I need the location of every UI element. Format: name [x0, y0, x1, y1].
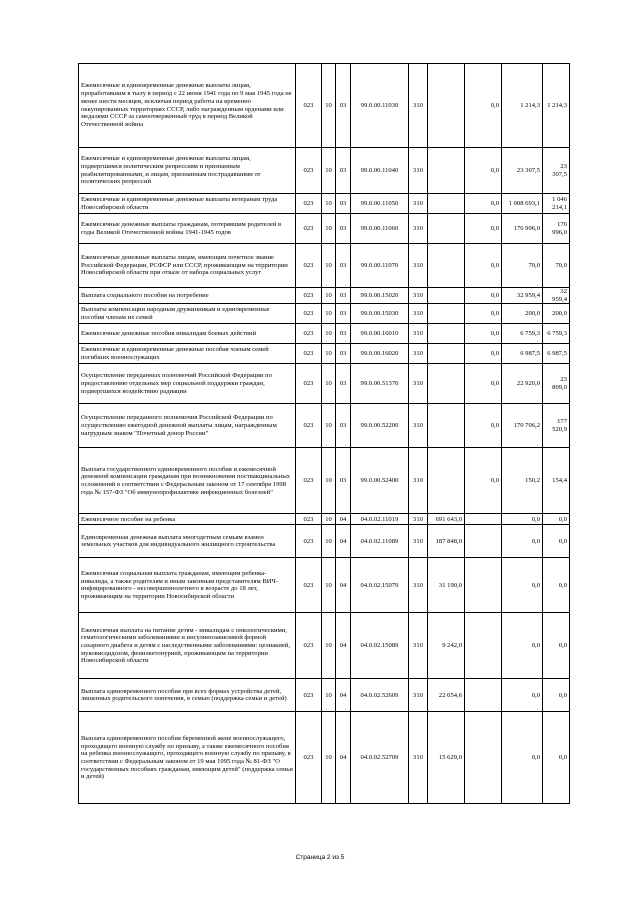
row-expense-type-cell: 310 — [409, 344, 428, 364]
table-row — [79, 712, 570, 804]
row-amount-4-cell: 6 987,5 — [543, 344, 570, 364]
row-name-cell: Ежемесячные денежные выплаты лицам, имеющим почетное звание Российской Федерации, РСФСР или СССР, проживающим на территории Новосибирской области при отказе от набора социальных услуг — [79, 244, 296, 288]
row-subsection-cell: 04 — [336, 514, 351, 525]
row-subsection-cell: 03 — [336, 64, 351, 148]
row-amount-2-cell — [465, 712, 502, 804]
row-amount-1-cell: 187 848,0 — [428, 525, 465, 558]
row-amount-4-cell: 0,0 — [543, 558, 570, 613]
row-amount-4-cell: 0,0 — [543, 679, 570, 712]
row-amount-3-cell: 0,0 — [502, 712, 543, 804]
row-name-cell: Осуществление переданного полномочия Российской Федерации по осуществлению ежегодной денежной выплаты лицам, награжденным нагрудным знаком "Почетный донор России" — [79, 404, 296, 448]
row-amount-1-cell — [428, 344, 465, 364]
row-section-cell: 10 — [322, 448, 336, 514]
row-expense-type-cell: 310 — [409, 364, 428, 404]
table-row — [79, 304, 570, 324]
row-amount-3-cell: 6 987,5 — [502, 344, 543, 364]
row-amount-2-cell: 0,0 — [465, 448, 502, 514]
row-target-article-cell: 04.0.02.15079 — [351, 558, 409, 613]
row-target-article-cell: 99.0.00.11070 — [351, 244, 409, 288]
row-name-cell: Ежемесячная социальная выплата гражданам, имеющим ребенка-инвалида, а также родителям и иным законным представителям ВИЧ-инфицированного - несовершеннолетнего в возрасте до 18 лет, проживающим на территории Новосибирской области — [79, 558, 296, 613]
row-amount-4-cell: 1 214,3 — [543, 64, 570, 148]
row-amount-2-cell: 0,0 — [465, 288, 502, 304]
row-amount-4-cell: 177 520,9 — [543, 404, 570, 448]
row-code-cell: 023 — [296, 613, 322, 679]
row-expense-type-cell: 310 — [409, 712, 428, 804]
table-row — [79, 194, 570, 214]
row-amount-3-cell: 0,0 — [502, 525, 543, 558]
table-row — [79, 244, 570, 288]
row-section-cell: 10 — [322, 558, 336, 613]
row-subsection-cell: 03 — [336, 404, 351, 448]
row-amount-2-cell — [465, 525, 502, 558]
row-name-cell: Выплата государственного единовременного пособия и ежемесячной денежной компенсации гражданам при возникновении поствакцинальных осложнений в соответствии с Федеральным законом от 17 сентября 1998 года № 157-ФЗ "Об иммунопрофилактике инфекционных болезней" — [79, 448, 296, 514]
row-amount-3-cell: 22 920,0 — [502, 364, 543, 404]
row-amount-4-cell: 0,0 — [543, 712, 570, 804]
row-subsection-cell: 03 — [336, 244, 351, 288]
table-row — [79, 364, 570, 404]
row-subsection-cell: 03 — [336, 448, 351, 514]
row-name-cell: Ежемесячные денежные пособия инвалидам боевых действий — [79, 324, 296, 344]
row-amount-2-cell: 0,0 — [465, 404, 502, 448]
row-subsection-cell: 03 — [336, 304, 351, 324]
row-amount-1-cell: 31 190,0 — [428, 558, 465, 613]
row-subsection-cell: 04 — [336, 613, 351, 679]
table-row — [79, 448, 570, 514]
row-code-cell: 023 — [296, 148, 322, 194]
row-expense-type-cell: 310 — [409, 64, 428, 148]
row-amount-1-cell — [428, 448, 465, 514]
row-name-cell: Ежемесячная выплата на питание детям - инвалидам с онкологическими, гематологическими заболеваниями и инсулинозависимой формой сахарного диабета и детям с наследственными заболеваниями: целиакией, муковисцидозом, фенилкетонурией, проживающим на территории Новосибирской области — [79, 613, 296, 679]
row-code-cell: 023 — [296, 558, 322, 613]
row-code-cell: 023 — [296, 244, 322, 288]
row-name-cell: Ежемесячные денежные выплаты гражданам, потерявшим родителей в годы Великой Отечественной войны 1941-1945 годов — [79, 214, 296, 244]
row-expense-type-cell: 310 — [409, 324, 428, 344]
row-subsection-cell: 03 — [336, 344, 351, 364]
row-amount-4-cell: 23 809,0 — [543, 364, 570, 404]
row-name-cell: Выплата социального пособия на погребение — [79, 288, 296, 304]
row-expense-type-cell: 310 — [409, 404, 428, 448]
row-section-cell: 10 — [322, 148, 336, 194]
row-amount-2-cell: 0,0 — [465, 214, 502, 244]
row-section-cell: 10 — [322, 364, 336, 404]
row-amount-3-cell: 150,2 — [502, 448, 543, 514]
row-expense-type-cell: 310 — [409, 514, 428, 525]
row-section-cell: 10 — [322, 304, 336, 324]
row-amount-1-cell — [428, 148, 465, 194]
row-target-article-cell: 99.0.00.11040 — [351, 148, 409, 194]
row-section-cell: 10 — [322, 288, 336, 304]
row-section-cell: 10 — [322, 194, 336, 214]
row-expense-type-cell: 310 — [409, 304, 428, 324]
row-amount-4-cell: 0,0 — [543, 613, 570, 679]
row-amount-3-cell: 23 307,5 — [502, 148, 543, 194]
row-target-article-cell: 99.0.00.16010 — [351, 324, 409, 344]
row-name-cell: Ежемесячные и единовременные денежные выплаты ветеранам труда Новосибирской области — [79, 194, 296, 214]
row-name-cell: Выплата единовременного пособия беременной жене военнослужащего, проходящего военную службу по призыву, а также ежемесячного пособия на ребенка военнослужащего, проходящего военную службу по призыву, в соответствии с Федеральным законом от 19 мая 1995 года № 81-ФЗ "О государственных пособиях гражданам, имеющим детей" (поддержка семьи и детей) — [79, 712, 296, 804]
row-section-cell: 10 — [322, 344, 336, 364]
row-amount-2-cell: 0,0 — [465, 148, 502, 194]
row-amount-3-cell: 200,0 — [502, 304, 543, 324]
row-amount-3-cell: 0,0 — [502, 679, 543, 712]
row-target-article-cell: 99.0.00.11050 — [351, 194, 409, 214]
row-amount-2-cell — [465, 613, 502, 679]
row-amount-3-cell: 32 959,4 — [502, 288, 543, 304]
row-amount-4-cell: 154,4 — [543, 448, 570, 514]
table-row — [79, 148, 570, 194]
row-section-cell: 10 — [322, 514, 336, 525]
table-row — [79, 679, 570, 712]
row-expense-type-cell: 310 — [409, 558, 428, 613]
row-amount-4-cell: 176 996,0 — [543, 214, 570, 244]
row-amount-4-cell: 200,0 — [543, 304, 570, 324]
row-amount-1-cell: 22 054,6 — [428, 679, 465, 712]
page-footer: Страница 2 из 5 — [295, 854, 345, 861]
table-row — [79, 404, 570, 448]
row-amount-3-cell: 176 996,0 — [502, 214, 543, 244]
row-amount-2-cell — [465, 679, 502, 712]
row-target-article-cell: 04.0.02.11089 — [351, 525, 409, 558]
row-amount-3-cell: 0,0 — [502, 514, 543, 525]
row-target-article-cell: 99.0.00.11030 — [351, 64, 409, 148]
row-amount-2-cell: 0,0 — [465, 304, 502, 324]
row-expense-type-cell: 310 — [409, 214, 428, 244]
row-target-article-cell: 99.0.00.15030 — [351, 304, 409, 324]
table-row — [79, 514, 570, 525]
table-row — [79, 214, 570, 244]
row-amount-2-cell — [465, 514, 502, 525]
budget-table — [78, 63, 570, 804]
row-amount-4-cell: 0,0 — [543, 525, 570, 558]
row-amount-3-cell: 6 759,3 — [502, 324, 543, 344]
row-code-cell: 023 — [296, 344, 322, 364]
row-name-cell: Ежемесячные и единовременные денежные выплаты лицам, подвергшимся политическим репрессиям и признанным реабилитированными, и лицам, признанным пострадавшими от политических репрессий — [79, 148, 296, 194]
row-section-cell: 10 — [322, 525, 336, 558]
row-amount-2-cell: 0,0 — [465, 244, 502, 288]
row-code-cell: 023 — [296, 364, 322, 404]
row-target-article-cell: 04.0.02.52709 — [351, 712, 409, 804]
row-section-cell: 10 — [322, 613, 336, 679]
row-subsection-cell: 03 — [336, 288, 351, 304]
row-amount-1-cell — [428, 324, 465, 344]
row-subsection-cell: 03 — [336, 214, 351, 244]
row-subsection-cell: 03 — [336, 194, 351, 214]
row-target-article-cell: 99.0.00.52400 — [351, 448, 409, 514]
row-amount-1-cell — [428, 194, 465, 214]
row-amount-1-cell — [428, 304, 465, 324]
row-expense-type-cell: 310 — [409, 194, 428, 214]
row-subsection-cell: 04 — [336, 679, 351, 712]
row-target-article-cell: 04.0.02.11019 — [351, 514, 409, 525]
row-amount-2-cell — [465, 558, 502, 613]
row-name-cell: Осуществление переданных полномочий Российской Федерации по предоставлению отдельных мер социальной поддержки граждан, подвергшихся воздействию радиации — [79, 364, 296, 404]
row-subsection-cell: 04 — [336, 712, 351, 804]
row-amount-1-cell: 691 643,0 — [428, 514, 465, 525]
row-amount-3-cell: 0,0 — [502, 613, 543, 679]
row-expense-type-cell: 310 — [409, 288, 428, 304]
row-amount-2-cell: 0,0 — [465, 324, 502, 344]
row-amount-1-cell: 9 242,0 — [428, 613, 465, 679]
row-name-cell: Выплата единовременного пособия при всех формах устройства детей, лишенных родительского попечения, в семью (поддержка семьи и детей) — [79, 679, 296, 712]
row-target-article-cell: 99.0.00.15020 — [351, 288, 409, 304]
row-section-cell: 10 — [322, 679, 336, 712]
row-code-cell: 023 — [296, 679, 322, 712]
row-amount-4-cell: 70,0 — [543, 244, 570, 288]
row-code-cell: 023 — [296, 64, 322, 148]
row-expense-type-cell: 310 — [409, 448, 428, 514]
table-row — [79, 344, 570, 364]
row-amount-1-cell — [428, 244, 465, 288]
row-amount-1-cell — [428, 404, 465, 448]
row-code-cell: 023 — [296, 404, 322, 448]
row-section-cell: 10 — [322, 64, 336, 148]
row-amount-3-cell: 1 214,3 — [502, 64, 543, 148]
row-name-cell: Выплаты компенсации народным дружинникам и единовременные пособия членам их семей — [79, 304, 296, 324]
row-target-article-cell: 04.0.02.52609 — [351, 679, 409, 712]
table-row — [79, 324, 570, 344]
row-expense-type-cell: 310 — [409, 613, 428, 679]
row-target-article-cell: 99.0.00.51370 — [351, 364, 409, 404]
row-expense-type-cell: 310 — [409, 679, 428, 712]
row-code-cell: 023 — [296, 514, 322, 525]
row-section-cell: 10 — [322, 244, 336, 288]
table-row — [79, 64, 570, 148]
row-amount-4-cell: 23 307,5 — [543, 148, 570, 194]
row-amount-1-cell — [428, 288, 465, 304]
row-subsection-cell: 03 — [336, 148, 351, 194]
row-expense-type-cell: 310 — [409, 244, 428, 288]
row-amount-4-cell: 32 959,4 — [543, 288, 570, 304]
row-amount-2-cell: 0,0 — [465, 194, 502, 214]
row-name-cell: Ежемесячное пособие на ребенка — [79, 514, 296, 525]
row-amount-4-cell: 1 046 214,1 — [543, 194, 570, 214]
row-subsection-cell: 03 — [336, 324, 351, 344]
row-code-cell: 023 — [296, 448, 322, 514]
row-amount-2-cell: 0,0 — [465, 64, 502, 148]
row-subsection-cell: 04 — [336, 558, 351, 613]
row-target-article-cell: 99.0.00.16020 — [351, 344, 409, 364]
row-name-cell: Единовременная денежная выплата многодетным семьям взамен земельных участков для индивидуального жилищного строительства — [79, 525, 296, 558]
table-row — [79, 288, 570, 304]
row-amount-1-cell: 15 629,0 — [428, 712, 465, 804]
row-amount-4-cell: 0,0 — [543, 514, 570, 525]
row-section-cell: 10 — [322, 324, 336, 344]
row-section-cell: 10 — [322, 214, 336, 244]
row-subsection-cell: 03 — [336, 364, 351, 404]
row-code-cell: 023 — [296, 194, 322, 214]
table-row — [79, 525, 570, 558]
row-amount-3-cell: 70,0 — [502, 244, 543, 288]
row-subsection-cell: 04 — [336, 525, 351, 558]
table-row — [79, 613, 570, 679]
row-target-article-cell: 04.0.02.15089 — [351, 613, 409, 679]
row-code-cell: 023 — [296, 525, 322, 558]
row-amount-1-cell — [428, 214, 465, 244]
row-amount-4-cell: 6 759,3 — [543, 324, 570, 344]
row-amount-3-cell: 170 706,2 — [502, 404, 543, 448]
row-code-cell: 023 — [296, 712, 322, 804]
table-row — [79, 558, 570, 613]
row-code-cell: 023 — [296, 304, 322, 324]
row-section-cell: 10 — [322, 404, 336, 448]
row-section-cell: 10 — [322, 712, 336, 804]
row-code-cell: 023 — [296, 288, 322, 304]
row-expense-type-cell: 310 — [409, 525, 428, 558]
row-name-cell: Ежемесячные и единовременные денежные пособия членам семей погибших военнослужащих — [79, 344, 296, 364]
row-amount-3-cell: 0,0 — [502, 558, 543, 613]
row-code-cell: 023 — [296, 214, 322, 244]
row-amount-1-cell — [428, 364, 465, 404]
row-amount-3-cell: 1 008 693,1 — [502, 194, 543, 214]
row-code-cell: 023 — [296, 324, 322, 344]
row-name-cell: Ежемесячные и единовременные денежные выплаты лицам, проработавшим в тылу в период с 22 июня 1941 года по 9 мая 1945 года не менее шести месяцев, исключая период работы на временно оккупированных территориях СССР, либо награжденным орденами или медалями СССР за самоотверженный труд в период Великой Отечественной войны — [79, 64, 296, 148]
row-expense-type-cell: 310 — [409, 148, 428, 194]
row-target-article-cell: 99.0.00.11060 — [351, 214, 409, 244]
row-amount-2-cell: 0,0 — [465, 344, 502, 364]
row-target-article-cell: 99.0.00.52200 — [351, 404, 409, 448]
row-amount-1-cell — [428, 64, 465, 148]
row-amount-2-cell: 0,0 — [465, 364, 502, 404]
